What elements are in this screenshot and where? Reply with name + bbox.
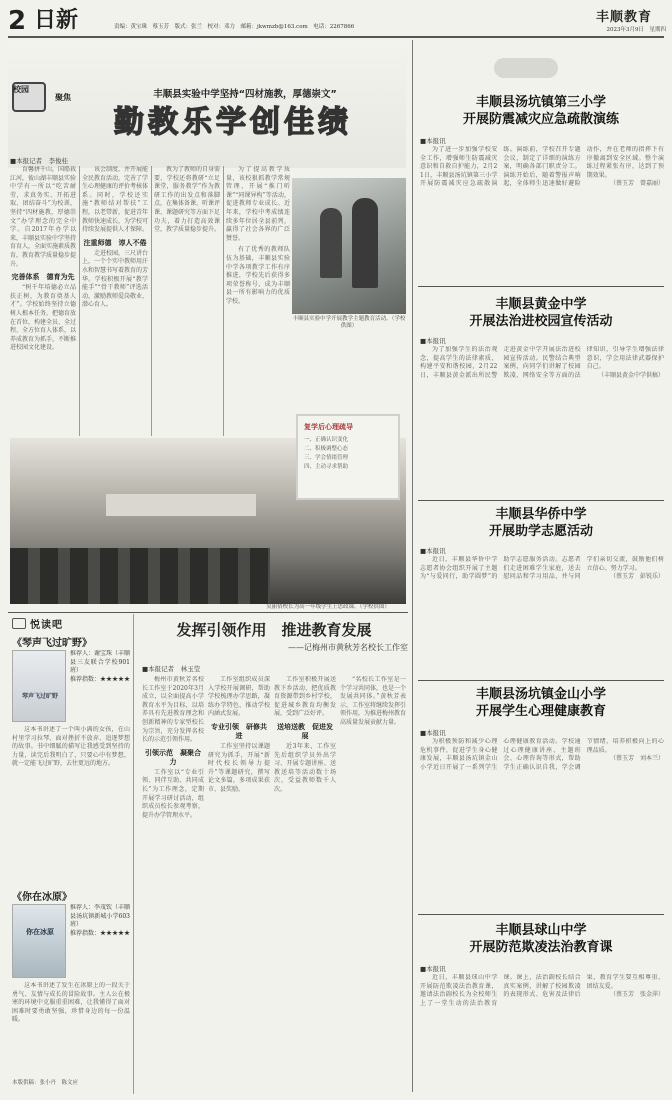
article-3-text <box>420 556 664 676</box>
lead-col-1-text: 育馨拼千山，国船栽江河，彼山湖丰顺县实验中学有一所以“吃苦耐劳，求真务实、开拓进取、团结奋斗”为校训，坚持“四材施教，厚德崇文”办学理念的完全中学。自2017年办学以来，丰顺县实验中学坚持育育人，全面实施素质教育，教育教学质量稳步提升。 <box>10 166 76 268</box>
lead-photo-1-caption: 丰顺县实验中学开展教学主题教育活动。（学校供图） <box>292 316 406 329</box>
article-rule <box>418 286 664 287</box>
article-rule <box>418 680 664 681</box>
feature-subtitle: ——记梅州市黄秋芳名校长工作室 <box>288 643 408 652</box>
article-1-body: 为了进一步加强学校安全工作，增强师生防震减灾意识和自救自护能力，2月21日，丰顺县汤坑镇第三小学开展防震减灾应急疏散演练。演练前，学校召开专题会议，制定了详细的演练方案，明确各部门职责分工。演练开始后，随着警报声响起，全体师生迅速做好避险动作，并在老师的指挥下有序撤离到安全区域。整个演练过程紧张有序，达到了预期效果。 <box>420 146 664 188</box>
article-4-body: 为积极预防和减少心理危机事件，促进学生身心健康发展，丰顺县汤坑镇金山小学近日开展了一系列学生心理健康教育活动。学校通过心理健康讲座、主题班会、心理咨询等形式，帮助学生正确认识自我，学会调节情绪，培养积极向上的心理品质。 <box>420 738 664 771</box>
feature-col-3b-text: 近3年来，工作室先后组织学员外出学习、开展专题讲座、送教送培等活动数十场次，受益教师数千人次。 <box>274 742 336 793</box>
article-5-text <box>420 974 664 1092</box>
col-divider <box>79 166 80 436</box>
feature-col-4 <box>340 676 406 1086</box>
feature-col-1 <box>142 676 204 1086</box>
article-1-title: 丰顺县汤坑镇第三小学 开展防震减灾应急疏散演练 <box>462 95 619 127</box>
feature-byline: ■本报记者 林玉莹 <box>142 665 201 673</box>
article-3-author: （蔡玉芳 彭锐乐） <box>609 573 664 581</box>
whiteboard-line: 三、学会情绪管理 <box>304 455 349 461</box>
lead-subhead-2: 注重师德 谆人不倦 <box>83 237 147 247</box>
banner-tag-right: 聚焦 <box>55 93 71 102</box>
feature-subhead-1: 引领示范 凝聚合力 <box>145 747 201 766</box>
lead-col-3 <box>154 166 220 436</box>
book-1-review: 这本书讲述了一个叫小满的女孩，在山村里学习拉琴、面对挫折不放弃、追逐梦想的故事。书中细腻的描写让我感受到坚持的力量，读完后我明白了，只要心中有梦想，就一定能飞过旷野，去往更远的地方。 <box>12 726 130 768</box>
article-2-title: 丰顺县黄金中学 开展法治进校园宣传活动 <box>469 297 613 329</box>
page-divider <box>412 40 413 1092</box>
book-1-cover-title: 琴声飞过旷野 <box>21 693 58 700</box>
banner-tag-left: 校园 <box>13 85 29 94</box>
book-1-title: 《琴声飞过旷野》 <box>12 638 92 649</box>
books-editor: 本版供稿：张小丹 陈文应 <box>12 1080 79 1086</box>
lead-col-2-text: 该会制度，并开展能全民教育活动，完善了学生心理健康的评价考核体系。同时，学校还实施“教师结对帮扶”工程，以老带新，促进青年教师快速成长，为学校可持续发展提供人才保障。 <box>82 166 148 234</box>
section-name: 日新 <box>34 8 79 33</box>
lead-title: 勤教乐学创佳绩 <box>114 105 352 140</box>
lead-col-4 <box>226 166 290 436</box>
lead-photo-2-caption: 吴丽倩校长为高一年级学生上思政课。（学校供图） <box>266 604 390 610</box>
books-section <box>8 614 134 1094</box>
book-1-cover <box>12 650 66 722</box>
article-2-byline: ■本报讯 <box>420 337 446 345</box>
article-4-author: （蔡玉芳 刘本兰） <box>609 755 664 763</box>
article-4-title: 丰顺县汤坑镇金山小学 开展学生心理健康教育 <box>475 687 606 719</box>
feature-col-2b-text: 工作室坚持以课题研究为抓手，开展“新时代校长领导力提升”等课题研究，撰写论文多篇，多项成果获市、县奖励。 <box>208 742 270 793</box>
article-4-text <box>420 738 664 910</box>
lead-col-2b-text: 走进校园，三尺讲台上，一个个实中教师用汗水和智慧书写着教育的芳华。学校积极开展“教学能手”“骨干教师”评选活动，激励教师爱岗敬业、潜心育人。 <box>82 249 148 309</box>
whiteboard <box>296 414 400 500</box>
masthead <box>8 6 664 36</box>
photo-figure <box>320 208 342 278</box>
whiteboard-line: 二、积极调整心态 <box>304 446 349 452</box>
lead-photo-classroom <box>292 178 406 314</box>
news-section-tag <box>494 58 558 78</box>
masthead-rule <box>8 36 664 38</box>
section-rule <box>8 612 408 613</box>
book-2-meta: 推荐人：李茂钦（丰顺县汤坑镇新城小学603班） 推荐指数：★★★★★ <box>70 904 130 937</box>
lead-kicker: 丰顺县实验中学坚持“四材施教，厚德崇文” <box>153 89 337 100</box>
feature-subhead-3: 送培送教 促进发展 <box>277 721 333 740</box>
article-rule <box>418 500 664 501</box>
article-5-title: 丰顺县球山中学 开展防范欺凌法治教育课 <box>469 923 613 955</box>
article-5-author: （蔡玉芳 张金萍） <box>609 991 664 999</box>
whiteboard-line: 四、主动寻求帮助 <box>304 464 349 470</box>
feature-title: 发挥引领作用 推进教育发展 <box>176 621 372 639</box>
feature-col-2 <box>208 676 270 1086</box>
article-1-text <box>420 146 664 278</box>
col-divider <box>151 166 152 436</box>
lead-byline: ■本报记者 李俊桂 <box>10 157 69 165</box>
feature-col-3-text: 工作室积极开展送教下乡活动，把优质教育资源带到乡村学校，促进城乡教育均衡发展，受到广泛好评。 <box>274 676 336 718</box>
lead-col-1 <box>10 166 76 436</box>
book-2-title: 《你在冰原》 <box>12 892 72 903</box>
col-divider <box>223 166 224 436</box>
book-2-review: 这本书讲述了发生在冰原上的一段关于勇气、友情与成长的冒险故事。主人公在极寒的环境中克服重重困难，让我懂得了面对困难时要勇敢坚强，珍惜身边的每一份温暖。 <box>12 982 130 1024</box>
whiteboard-line: 一、正确认识变化 <box>304 437 349 443</box>
lead-col-1b-text: “树千年培德必立品扶正树，为教育奠基人才”。学校始终坚持立德树人根本任务，把德育放在首位，构建全员、全过程、全方位育人体系，以养成教育为抓手，不断推进校园文化建设。 <box>10 284 76 352</box>
feature-col-4-text: “名校长工作室是一个学习共同体，也是一个发展共同体。”黄秋芳表示，工作室将继续发挥引领作用，为推进梅州教育高质量发展贡献力量。 <box>340 676 406 726</box>
article-1-author: （蔡玉芳 曾嘉丽） <box>609 180 664 188</box>
lead-col-4-text: 为了提高教学质量，该校狠抓教学常规管理，开展“推门听课”“同课异构”等活动，促进教师专业成长。近年来，学校中考成绩连续多年位居全县前列，赢得了社会各界的广泛赞誉。 <box>226 166 290 242</box>
page-number: 2 <box>8 6 27 36</box>
brand-logo: 丰顺教育 <box>596 10 653 25</box>
article-2-text <box>420 346 664 496</box>
issue-date: 2023年3月9日 星期四 <box>606 27 666 33</box>
article-3-byline: ■本报讯 <box>420 547 446 555</box>
article-rule <box>418 914 664 915</box>
lead-col-3-text: 教为了教师的自身需要，学校还将教研“立足课堂，服务教学”作为教研工作的出发点和落脚点，在集体备课、听课评课、课题研究等方面下足功夫，着力打造高效课堂，教学质量稳步提升。 <box>154 166 220 234</box>
lecture-desk <box>106 494 256 516</box>
lead-photo-lecture <box>10 422 406 604</box>
lead-banner <box>8 40 406 168</box>
audience <box>10 548 270 604</box>
feature-col-2-text: 工作室组织成员深入学校开展调研，帮助学校梳理办学思路，凝练办学特色，推动学校内涵式发展。 <box>208 676 270 718</box>
feature-subhead-2: 专业引领 研修共进 <box>211 721 267 740</box>
lead-subhead-1: 完善体系 德育为先 <box>11 272 75 282</box>
lead-col-2 <box>82 166 148 436</box>
article-4-byline: ■本报讯 <box>420 729 446 737</box>
book-2-cover-title: 你在冰原 <box>26 927 54 936</box>
book-1-meta: 推荐人：谢宝珠（丰顺县三友联合学校901班） 推荐指数：★★★★★ <box>70 650 130 683</box>
whiteboard-title: 复学后心理疏导 <box>304 422 353 431</box>
photo-figure <box>352 198 378 288</box>
article-3-title: 丰顺县华侨中学 开展助学志愿活动 <box>488 507 593 539</box>
article-5-byline: ■本报讯 <box>420 965 446 973</box>
article-1-byline: ■本报讯 <box>420 137 446 145</box>
article-2-author: （丰顺县黄金中学供稿） <box>597 371 664 379</box>
article-5-body: 近日，丰顺县球山中学开展防范欺凌法治教育课，邀请法治副校长为全校师生上了一堂生动的法治教育课。课上，法治副校长结合真实案例，讲解了校园欺凌的表现形式、危害及法律后果，教育学生要互相尊重、团结友爱。 <box>420 974 664 1007</box>
article-3-body: 近日，丰顺县华侨中学志愿者协会组织开展了主题为“与爱同行，助学圆梦”的助学志愿服务活动。志愿者们走进困难学生家庭，送去慰问品和学习用品，并与同学们亲切交流，鼓励他们树立信心、努力学习。 <box>420 556 664 581</box>
lead-col-4b-text: 有了优秀的教师队伍为基础，丰顺县实验中学各项教学工作有序推进，学校先后获得多项荣誉称号，成为丰顺县一所有影响力的优质学校。 <box>226 246 290 305</box>
book-2-cover <box>12 904 66 978</box>
masthead-meta: 责编：黄宝珠 蔡玉芳 版式：张兰 校对：邓力 邮箱：jkwmzb@163.com 电话：2267866 <box>114 24 355 30</box>
feature-col-3 <box>274 676 336 1086</box>
feature-col-1-text: 梅州市黄秋芳名校长工作室于2020年3月成立，以全面提高小学教育水平为目标，以培养具有先进教育理念和创新精神的专家型校长为宗旨，充分发挥名校长的示范引领作用。 <box>142 676 204 744</box>
books-section-title: 悦读吧 <box>30 620 63 631</box>
book-icon <box>12 618 26 629</box>
article-2-body: 为了加强学生的法治观念，提高学生的法律素质，构建平安和谐校园，2月22日，丰顺县黄金派出所民警走进黄金中学开展法治进校园宣传活动。民警结合典型案例，向同学们讲解了校园欺凌、网络安全等方面的法律知识，引导学生增强法律意识，学会用法律武器保护自己。 <box>420 346 664 379</box>
feature-col-1b-text: 工作室以“专业引领、同伴互助、共同成长”为工作理念，定期开展学习研讨活动，组织成员校长参观考察，提升办学管理水平。 <box>142 768 204 819</box>
